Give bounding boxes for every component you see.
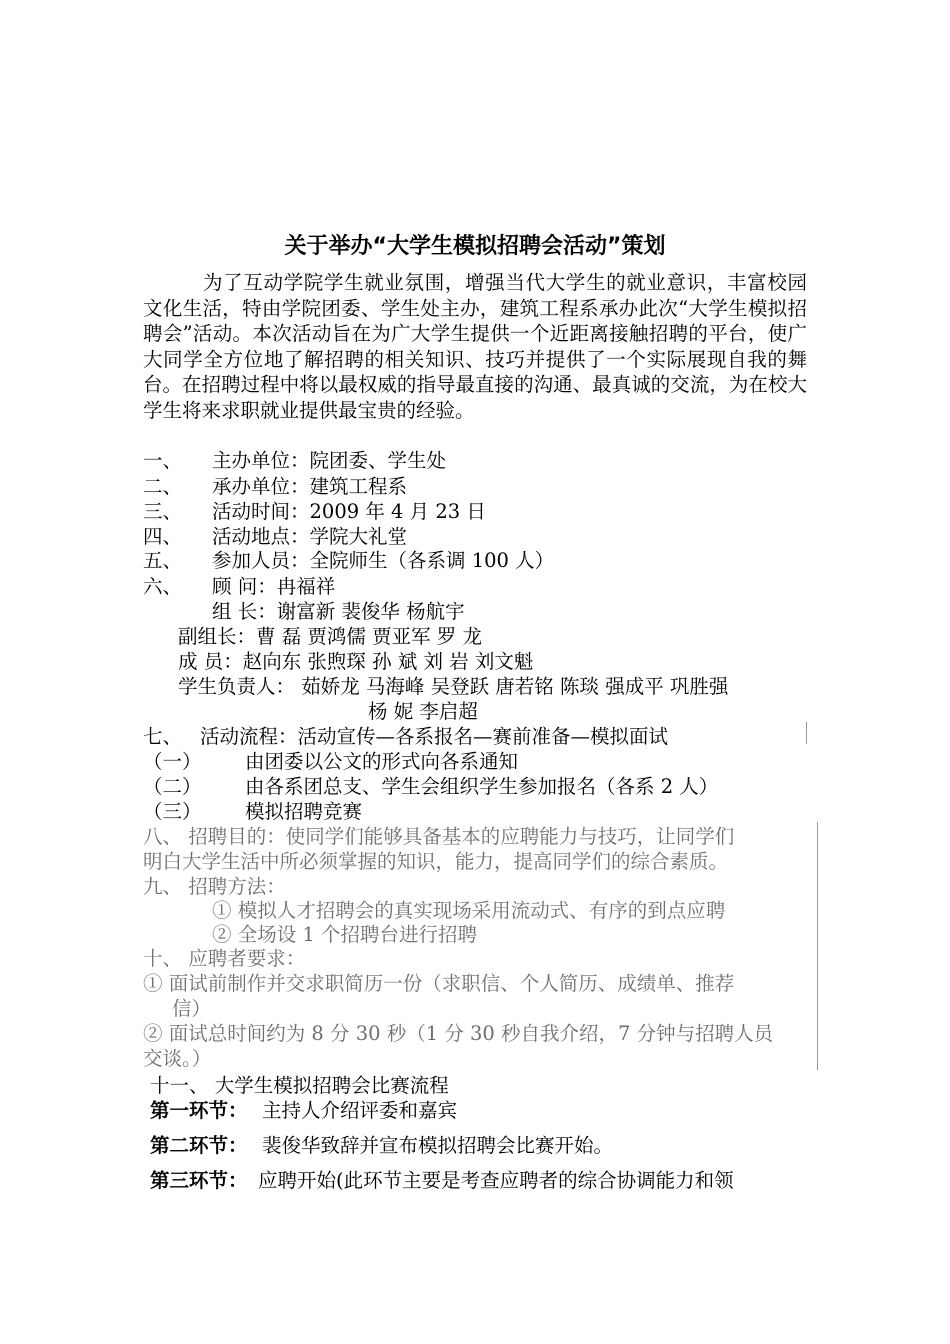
margin-bar-gray-block [817,822,818,1070]
staff-deputy: 副组长：曹 磊 贾鸿儒 贾亚军 罗 龙 [178,625,482,648]
item-4-number: 四、 [143,525,183,548]
section7-number: 七、 [143,725,183,748]
staff-students-line2: 杨 妮 李启超 [368,700,478,723]
item-2-text: 承办单位：建筑工程系 [212,475,408,498]
section8-line1: 八、 招聘目的：使同学们能够具备基本的应聘能力与技巧，让同学们 [143,825,735,848]
section10-req1-line1: ① 面试前制作并交求职简历一份（求职信、个人简历、成绩单、推荐 [143,972,735,995]
item-2-number: 二、 [143,475,183,498]
item-5-text: 参加人员：全院师生（各系调 100 人） [212,549,555,572]
item-4-text: 活动地点：学院大礼堂 [212,525,408,548]
step-3-number: （三） [143,800,202,823]
item-3-number: 三、 [143,500,183,523]
item-1-text: 主办单位：院团委、学生处 [212,449,447,472]
item-5-number: 五、 [143,549,183,572]
stage-2-label: 第二环节： [150,1134,248,1157]
intro-paragraph: 为了互动学院学生就业氛围，增强当代大学生的就业意识，丰富校园文化生活，特由学院团委、学生处主办，建筑工程系承办此次“大学生模拟招聘会”活动。本次活动旨在为广大学生提供一个近距离接触招聘的平台，使广大同学全方位地了解招聘的相关知识、技巧并提供了一个实际展现自我的舞台。在招聘过程中将以最权威的指导最直接的沟通、最真诚的交流，为在校大学生将来求职就业提供最宝贵的经验。 [143,271,807,422]
item-1-number: 一、 [143,449,183,472]
step-1-number: （一） [143,750,202,773]
step-3-text: 模拟招聘竞赛 [245,800,363,823]
staff-students-line1: 学生负责人： 茹娇龙 马海峰 吴登跃 唐若铭 陈琰 强成平 巩胜强 [178,675,729,698]
section9-heading: 九、 招聘方法： [143,875,286,898]
section9-method-1: ① 模拟人才招聘会的真实现场采用流动式、有序的到点应聘 [212,899,726,922]
margin-bar-top [806,722,807,744]
stage-1-label: 第一环节： [150,1099,248,1122]
section10-req1-line2: 信） [172,997,212,1020]
step-1-text: 由团委以公文的形式向各系通知 [245,750,519,773]
stage-3-text: 应聘开始(此环节主要是考查应聘者的综合协调能力和领 [258,1169,734,1192]
section9-method-2: ② 全场设 1 个招聘台进行招聘 [212,923,478,946]
item-6-number: 六、 [143,575,183,598]
stage-3-label: 第三环节： [150,1169,248,1192]
item-6-text: 顾 问：冉福祥 [212,575,336,598]
section7-text: 活动流程：活动宣传—各系报名—赛前准备—模拟面试 [200,725,669,748]
staff-members: 成 员：赵向东 张煦琛 孙 斌 刘 岩 刘文魁 [178,650,534,673]
section10-req2-line2: 交谈。） [143,1047,212,1070]
staff-leader: 组 长：谢富新 裴俊华 杨航宇 [212,600,465,623]
step-2-text: 由各系团总支、学生会组织学生参加报名（各系 2 人） [245,775,719,798]
step-2-number: （二） [143,775,202,798]
section10-heading: 十、 应聘者要求： [143,947,306,970]
stage-2-text: 裴俊华致辞并宣布模拟招聘会比赛开始。 [262,1134,614,1157]
item-3-text: 活动时间：2009 年 4 月 23 日 [212,500,486,523]
stage-1-text: 主持人介绍评委和嘉宾 [262,1099,458,1122]
section11-heading: 十一、 大学生模拟招聘会比赛流程 [150,1074,449,1097]
section10-req2-line1: ② 面试总时间约为 8 分 30 秒（1 分 30 秒自我介绍，7 分钟与招聘人员 [143,1022,774,1045]
document-title: 关于举办“大学生模拟招聘会活动”策划 [284,234,666,259]
section8-line2: 明白大学生活中所必须掌握的知识，能力，提高同学们的综合素质。 [143,850,729,873]
